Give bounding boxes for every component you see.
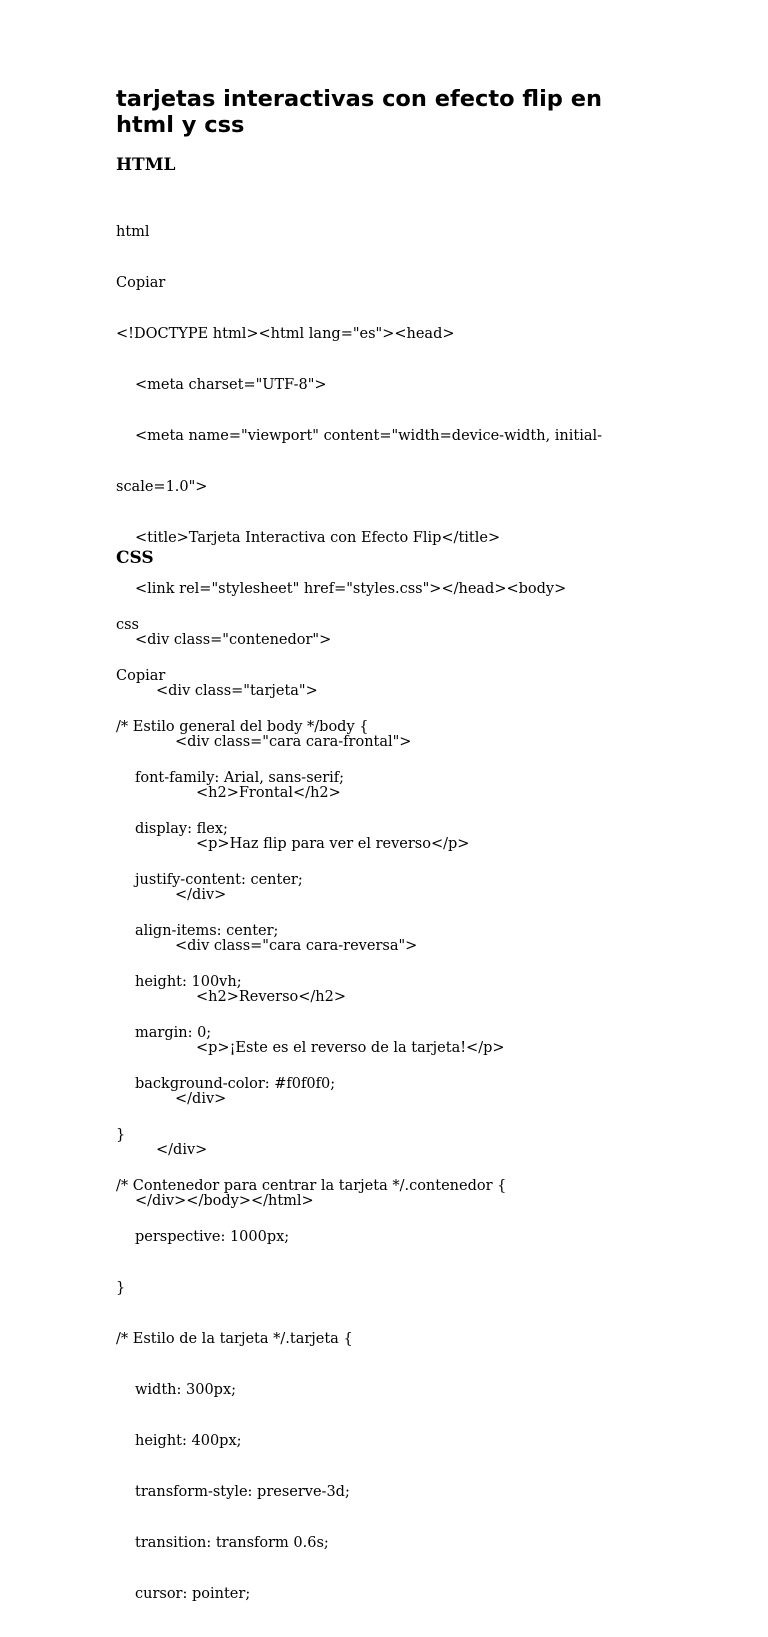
html-code-language-label: html: [116, 224, 150, 240]
html-code-line: </div>: [156, 1142, 208, 1158]
css-code-line: }: [116, 1280, 126, 1296]
css-section-heading: CSS: [116, 548, 154, 568]
html-code-line: <meta charset="UTF-8">: [135, 377, 327, 393]
css-code-language-label: css: [116, 617, 140, 633]
css-code-line: transition: transform 0.6s;: [135, 1535, 329, 1551]
css-code-line: perspective: 1000px;: [135, 1229, 290, 1245]
html-code-line: scale=1.0">: [116, 479, 208, 495]
css-code-line: cursor: pointer;: [135, 1586, 251, 1602]
css-code-block: [116, 583, 646, 1637]
css-code-line: /* Estilo de la tarjeta */.tarjeta {: [116, 1331, 353, 1347]
document-title: tarjetas interactivas con efecto flip en html y css: [116, 86, 603, 138]
css-copy-label[interactable]: Copiar: [116, 668, 166, 684]
html-code-line: <p>Haz flip para ver el reverso</p>: [196, 836, 470, 852]
html-code-line: </div>: [175, 1091, 227, 1107]
css-code-line: height: 100vh;: [135, 974, 242, 990]
html-code-line: <!DOCTYPE html><html lang="es"><head>: [116, 326, 455, 342]
html-code-line: <meta name="viewport" content="width=device-width, initial-: [135, 428, 603, 444]
html-section-heading: HTML: [116, 155, 176, 175]
css-code-line: align-items: center;: [135, 923, 279, 939]
html-code-line: <h2>Frontal</h2>: [196, 785, 341, 801]
html-code-line: <p>¡Este es el reverso de la tarjeta!</p>: [196, 1040, 505, 1056]
css-code-line: height: 400px;: [135, 1433, 242, 1449]
css-code-line: /* Estilo general del body */body {: [116, 719, 369, 735]
html-code-line: <div class="tarjeta">: [156, 683, 318, 699]
css-code-line: display: flex;: [135, 821, 228, 837]
html-code-line: </div></body></html>: [135, 1193, 314, 1209]
html-code-line: </div>: [175, 887, 227, 903]
css-code-line: transform-style: preserve-3d;: [135, 1484, 350, 1500]
css-code-line: /* Contenedor para centrar la tarjeta */.contenedor {: [116, 1178, 507, 1194]
html-code-line: <div class="cara cara-frontal">: [175, 734, 412, 750]
html-code-line: <title>Tarjeta Interactiva con Efecto Flip</title>: [135, 530, 501, 546]
html-copy-label[interactable]: Copiar: [116, 275, 166, 291]
html-code-line: <div class="cara cara-reversa">: [175, 938, 418, 954]
css-code-line: justify-content: center;: [135, 872, 303, 888]
css-code-line: width: 300px;: [135, 1382, 237, 1398]
css-code-line: background-color: #f0f0f0;: [135, 1076, 336, 1092]
css-code-line: }: [116, 1127, 126, 1143]
html-code-line: <link rel="stylesheet" href="styles.css"></head><body>: [135, 581, 567, 597]
html-code-line: <h2>Reverso</h2>: [196, 989, 346, 1005]
css-code-line: font-family: Arial, sans-serif;: [135, 770, 345, 786]
html-code-line: <div class="contenedor">: [135, 632, 332, 648]
css-code-line: margin: 0;: [135, 1025, 212, 1041]
